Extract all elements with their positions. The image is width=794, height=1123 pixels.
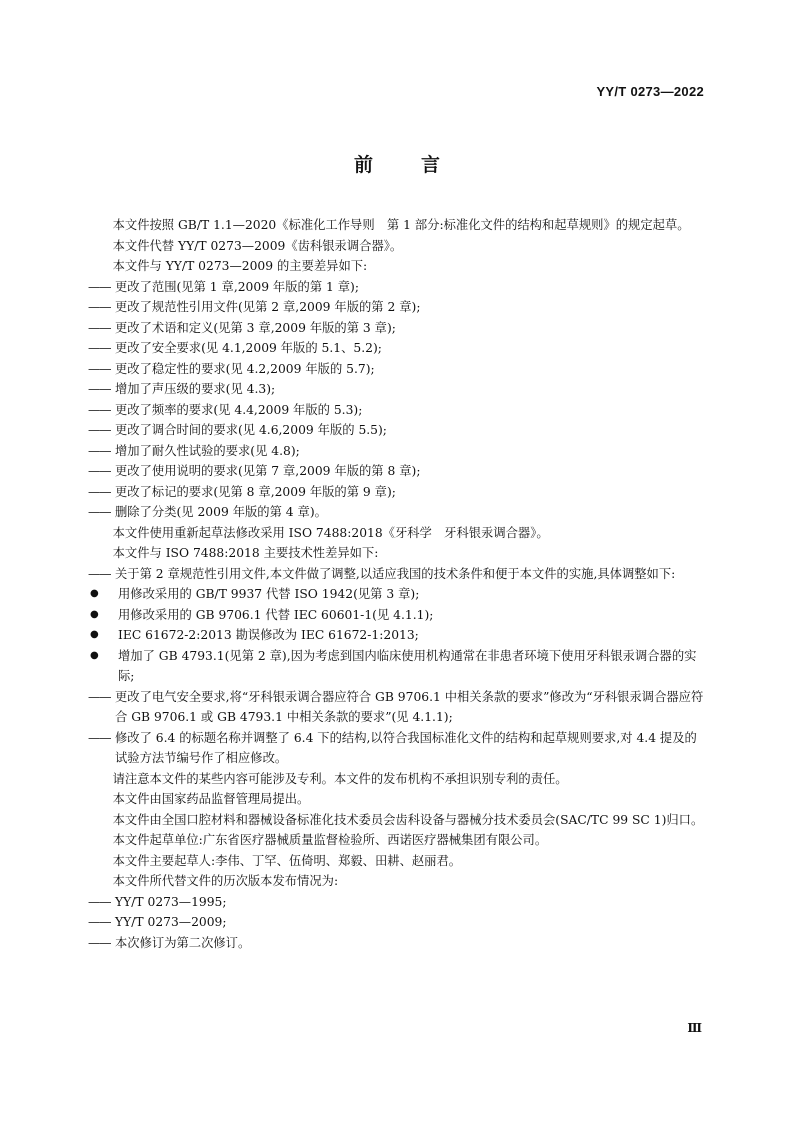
bullet-item-text: 增加了 GB 4793.1(见第 2 章),因为考虑到国内临床使用机构通常在非患者环境下使用牙科银汞调合器的实际; — [118, 648, 697, 683]
list-item — [88, 687, 706, 728]
list-item-text: YY/T 0273—2009; — [115, 915, 227, 929]
page-title: 前言 — [353, 154, 488, 176]
dash-mark: —— — [88, 443, 111, 458]
bullet-icon: ● — [90, 629, 99, 640]
changes-list — [88, 277, 706, 523]
document-body — [88, 215, 706, 953]
paragraph-history-intro: 本文件所代替文件的历次版本发布情况为: — [112, 874, 339, 888]
bullet-item — [88, 584, 706, 605]
list-item — [88, 728, 706, 769]
list-item-text: 更改了标记的要求(见第 8 章,2009 年版的第 9 章); — [115, 484, 396, 499]
paragraph-drafters: 本文件主要起草人:李伟、丁罕、伍倚明、郑毅、田耕、赵丽君。 — [112, 853, 462, 868]
list-item — [88, 379, 706, 400]
list-item-text: 更改了频率的要求(见 4.4,2009 年版的 5.3); — [115, 402, 363, 417]
list-item-text: 本次修订为第二次修订。 — [115, 935, 251, 950]
list-item-text: 更改了规范性引用文件(见第 2 章,2009 年版的第 2 章); — [115, 300, 421, 314]
dash-mark: —— — [88, 915, 111, 929]
dash-mark: —— — [88, 730, 111, 745]
list-item-text: 更改了调合时间的要求(见 4.6,2009 年版的 5.5); — [115, 423, 387, 437]
bullet-item-text: 用修改采用的 GB 9706.1 代替 IEC 60601-1(见 4.1.1); — [118, 607, 434, 622]
list-item — [88, 359, 706, 380]
dash-mark: —— — [88, 300, 111, 314]
dash-mark: —— — [88, 484, 111, 499]
list-item — [88, 482, 706, 503]
dash-mark: —— — [88, 689, 111, 704]
dash-mark: —— — [88, 935, 111, 950]
list-item — [88, 461, 706, 482]
list-item — [88, 420, 706, 441]
paragraph-main-differences: 本文件与 YY/T 0273—2009 的主要差异如下: — [112, 259, 368, 273]
history-list — [88, 892, 706, 954]
dash-mark: —— — [88, 341, 111, 355]
dash-mark: —— — [88, 423, 111, 437]
list-item — [88, 338, 706, 359]
paragraph-drafting-rules: 本文件按照 GB/T 1.1—2020《标准化工作导则 第 1 部分:标准化文件的结构和起草规则》的规定起草。 — [112, 218, 690, 232]
dash-mark: —— — [88, 505, 111, 519]
bullet-icon: ● — [90, 608, 99, 620]
bullet-item-text: 用修改采用的 GB/T 9937 代替 ISO 1942(见第 3 章); — [118, 587, 420, 601]
standard-code: YY/T 0273—2022 — [596, 84, 704, 99]
list-item — [88, 441, 706, 462]
dash-mark: —— — [88, 566, 111, 581]
list-item — [88, 933, 706, 954]
bullet-item — [88, 646, 706, 687]
bullet-icon: ● — [90, 649, 99, 661]
paragraph-adoption: 本文件使用重新起草法修改采用 ISO 7488:2018《牙科学 牙科银汞调合器》。 — [112, 525, 549, 540]
list-item-text: 更改了安全要求(见 4.1,2009 年版的 5.1、5.2); — [115, 341, 382, 355]
list-item-text: YY/T 0273—1995; — [115, 894, 227, 909]
bullet-item — [88, 605, 706, 626]
list-item — [88, 400, 706, 421]
paragraph-iso-differences: 本文件与 ISO 7488:2018 主要技术性差异如下: — [112, 546, 379, 560]
list-item-text: 修改了 6.4 的标题名称并调整了 6.4 下的结构,以符合我国标准化文件的结构和起草规则要求,对 4.4 提及的试验方法节编号作了相应修改。 — [115, 730, 697, 765]
list-item — [88, 297, 706, 318]
page-number: Ⅲ — [687, 1021, 702, 1035]
list-item-text: 增加了声压级的要求(见 4.3); — [115, 382, 276, 396]
list-item-text: 更改了电气安全要求,将“牙科银汞调合器应符合 GB 9706.1 中相关条款的要求”修改为“牙科银汞调合器应符合 GB 9706.1 或 GB 4793.1 中相关条款的要求”(见 4.1.1); — [115, 689, 704, 724]
dash-mark: —— — [88, 361, 111, 376]
list-item — [88, 502, 706, 523]
dash-mark: —— — [88, 382, 111, 396]
dash-mark: —— — [88, 320, 111, 335]
list-item-text: 更改了术语和定义(见第 3 章,2009 年版的第 3 章); — [115, 320, 396, 335]
bullet-list — [88, 584, 706, 687]
paragraph-replaces: 本文件代替 YY/T 0273—2009《齿科银汞调合器》。 — [112, 238, 403, 253]
list-item-text: 更改了范围(见第 1 章,2009 年版的第 1 章); — [115, 279, 359, 294]
list-item — [88, 892, 706, 913]
paragraph-drafting-organizations: 本文件起草单位:广东省医疗器械质量监督检验所、西诺医疗器械集团有限公司。 — [112, 833, 548, 847]
dash-mark: —— — [88, 894, 111, 909]
paragraph-under-jurisdiction: 本文件由全国口腔材料和器械设备标准化技术委员会齿科设备与器械分技术委员会(SAC/TC 99 SC 1)归口。 — [112, 812, 704, 827]
list-item — [88, 564, 706, 585]
list-item-text: 更改了使用说明的要求(见第 7 章,2009 年版的第 8 章); — [115, 464, 421, 478]
list-item-text: 增加了耐久性试验的要求(见 4.8); — [115, 443, 300, 458]
paragraph-proposed-by: 本文件由国家药品监督管理局提出。 — [112, 792, 310, 806]
list-item-text: 更改了稳定性的要求(见 4.2,2009 年版的 5.7); — [115, 361, 375, 376]
list-item — [88, 318, 706, 339]
paragraph-patent-notice: 请注意本文件的某些内容可能涉及专利。本文件的发布机构不承担识别专利的责任。 — [112, 771, 568, 786]
bullet-item-text: IEC 61672-2:2013 勘误修改为 IEC 61672-1:2013; — [118, 628, 419, 642]
bullet-icon: ● — [90, 588, 99, 599]
list-item — [88, 912, 706, 933]
list-item-text: 关于第 2 章规范性引用文件,本文件做了调整,以适应我国的技术条件和便于本文件的实施,具体调整如下: — [115, 566, 676, 581]
list-item — [88, 277, 706, 298]
bullet-item — [88, 625, 706, 646]
dash-mark: —— — [88, 464, 111, 478]
dash-mark: —— — [88, 279, 111, 294]
dash-mark: —— — [88, 402, 111, 417]
list-item-text: 删除了分类(见 2009 年版的第 4 章)。 — [115, 505, 327, 519]
